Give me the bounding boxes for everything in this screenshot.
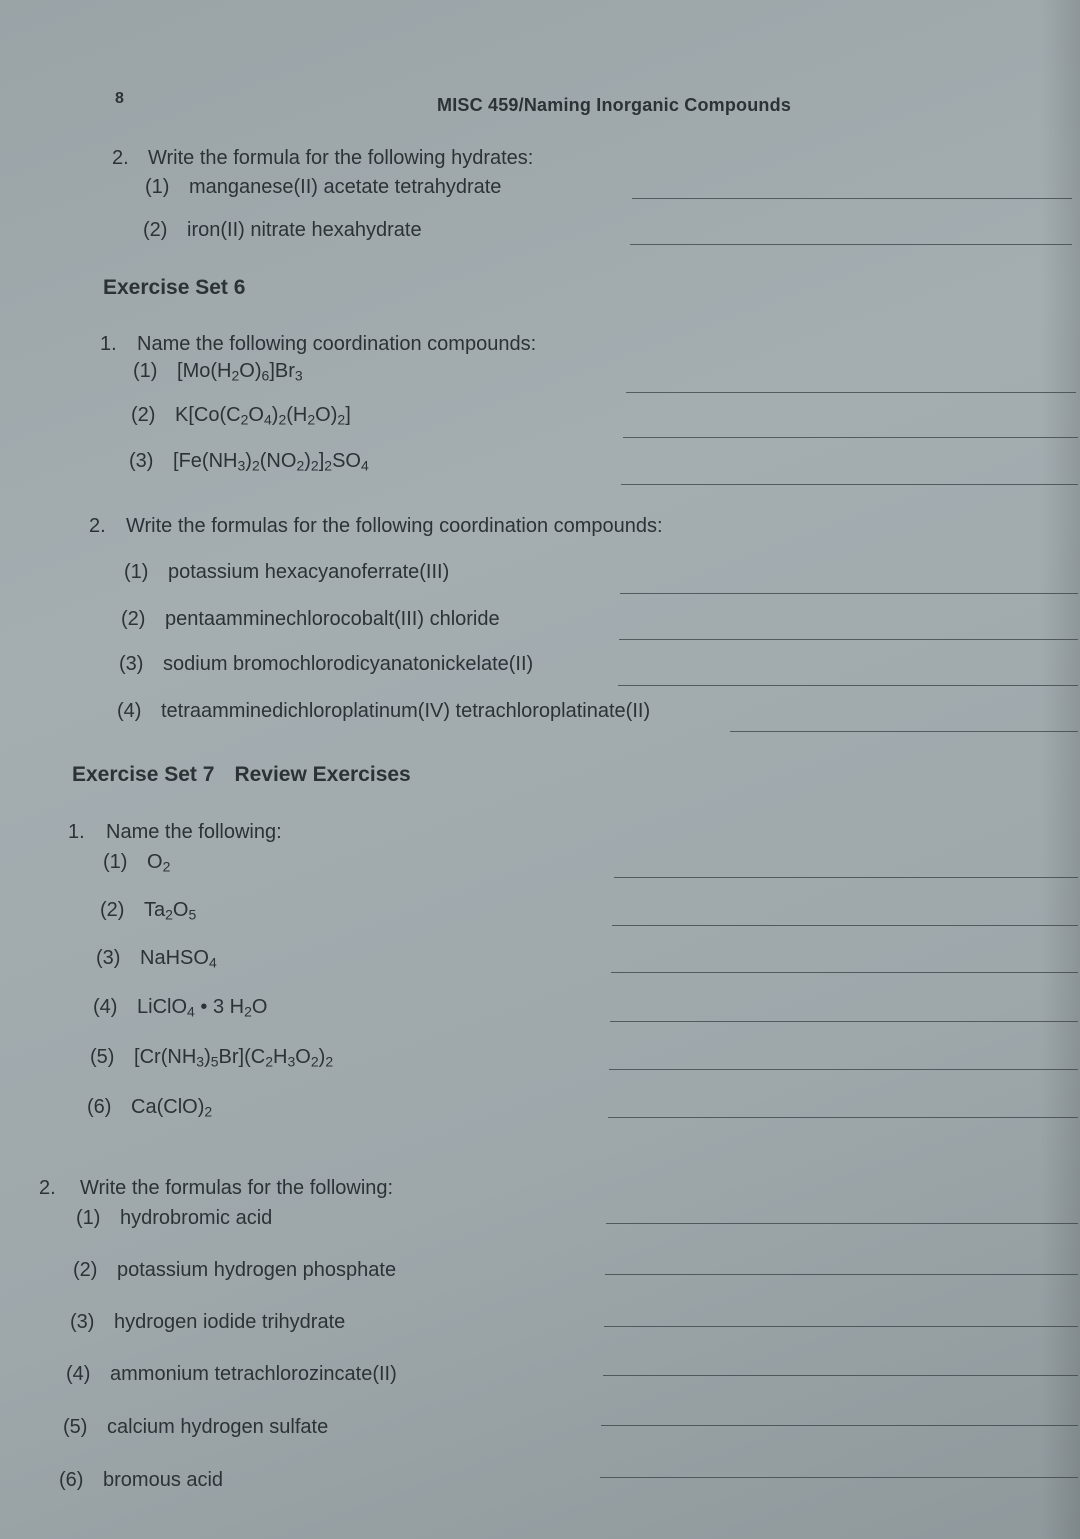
list-item (59, 1469, 223, 1492)
question-number: 2. (39, 1177, 56, 1199)
item-text: calcium hydrogen sulfate (107, 1416, 329, 1438)
list-item (119, 653, 533, 676)
item-number: (1) (124, 561, 149, 583)
answer-line[interactable] (619, 639, 1078, 640)
list-item (100, 899, 196, 922)
answer-line[interactable] (626, 392, 1076, 393)
list-item (87, 1096, 212, 1119)
chemical-formula: NaHSO$_4$ (140, 947, 217, 971)
list-item (70, 1311, 345, 1334)
item-number: (4) (93, 996, 118, 1018)
item-text: iron(II) nitrate hexahydrate (187, 219, 422, 241)
item-text: pentaamminechlorocobalt(III) chloride (165, 608, 500, 630)
list-item (66, 1363, 397, 1386)
list-item (129, 450, 369, 473)
chemical-formula: $O_2$ (147, 851, 171, 875)
item-text: ammonium tetrachlorozincate(II) (110, 1363, 397, 1385)
answer-line[interactable] (621, 484, 1078, 485)
item-text: hydrogen iodide trihydrate (114, 1311, 346, 1333)
answer-line[interactable] (620, 593, 1078, 594)
question-prompt: Name the following coordination compounds: (137, 333, 537, 355)
item-text: tetraamminedichloroplatinum(IV) tetrachloroplatinate(II) (161, 700, 651, 722)
list-item (131, 404, 351, 427)
list-item (133, 360, 303, 383)
list-item (63, 1416, 328, 1439)
answer-line[interactable] (730, 731, 1078, 732)
item-number: (2) (73, 1259, 98, 1281)
exercise-set-7-title (72, 763, 411, 787)
answer-line[interactable] (608, 1117, 1078, 1118)
answer-line[interactable] (630, 244, 1072, 245)
chemical-formula: $Ta_2O_5$ (144, 899, 197, 923)
chemical-formula: $Ca(ClO)_2$ (131, 1096, 213, 1120)
item-number: (4) (66, 1363, 91, 1385)
page-edge-shadow (1040, 0, 1080, 1539)
item-number: (2) (143, 219, 168, 241)
answer-line[interactable] (609, 1069, 1078, 1070)
question-number: 1. (68, 821, 85, 843)
answer-line[interactable] (612, 925, 1078, 926)
item-text: sodium bromochlorodicyanatonickelate(II) (163, 653, 534, 675)
item-number: (3) (129, 450, 154, 472)
list-item (103, 851, 170, 874)
item-number: (3) (70, 1311, 95, 1333)
question-prompt: Write the formulas for the following: (80, 1177, 394, 1199)
answer-line[interactable] (632, 198, 1072, 199)
question-number: 2. (112, 147, 129, 169)
answer-line[interactable] (600, 1477, 1078, 1478)
exercise-set-6-title: Exercise Set 6 (103, 276, 246, 299)
answer-line[interactable] (614, 877, 1078, 878)
item-number: (3) (119, 653, 144, 675)
question-prompt: Name the following: (106, 821, 282, 843)
list-item (121, 608, 500, 631)
item-number: (5) (63, 1416, 88, 1438)
list-item (145, 176, 501, 199)
item-number: (1) (145, 176, 170, 198)
question-number: 2. (89, 515, 106, 537)
answer-line[interactable] (605, 1274, 1078, 1275)
question-number: 1. (100, 333, 117, 355)
item-number: (1) (103, 851, 128, 873)
item-number: (2) (131, 404, 156, 426)
item-number: (5) (90, 1046, 115, 1068)
chemical-formula: $[Mo(H_2O)_6]Br_3$ (177, 360, 303, 384)
list-item (90, 1046, 333, 1069)
question-prompt: Write the formula for the following hydrates: (148, 147, 534, 169)
answer-line[interactable] (618, 685, 1078, 686)
item-number: (2) (100, 899, 125, 921)
question-prompt: Write the formulas for the following coordination compounds: (126, 515, 663, 537)
item-text: bromous acid (103, 1469, 224, 1491)
exercise-set-title: Exercise Set 7 (72, 763, 215, 786)
chemical-formula: $[Fe(NH_3)_2(NO_2)_2]_2SO_4$ (173, 450, 369, 474)
answer-line[interactable] (606, 1223, 1078, 1224)
item-number: (2) (121, 608, 146, 630)
chemical-formula: $K[Co(C_2O_4)_2(H_2O)_2]$ (175, 404, 351, 428)
list-item (96, 947, 217, 970)
answer-line[interactable] (603, 1375, 1078, 1376)
item-number: (4) (117, 700, 142, 722)
answer-line[interactable] (601, 1425, 1078, 1426)
list-item (73, 1259, 396, 1282)
chemical-formula: LiClO$_4$ • 3 $H_2O$ (137, 996, 268, 1020)
list-item (76, 1207, 272, 1230)
answer-line[interactable] (610, 1021, 1078, 1022)
page-title: MISC 459/Naming Inorganic Compounds (437, 95, 792, 115)
item-number: (6) (59, 1469, 84, 1491)
item-number: (6) (87, 1096, 112, 1118)
item-number: (1) (76, 1207, 101, 1229)
list-item (124, 561, 449, 584)
list-item (117, 700, 650, 723)
item-text: potassium hexacyanoferrate(III) (168, 561, 450, 583)
list-item (93, 996, 267, 1019)
chemical-formula: $[Cr(NH_3)_5Br](C_2H_3O_2)_2$ (134, 1046, 334, 1070)
page-number: 8 (115, 90, 124, 107)
item-text: hydrobromic acid (120, 1207, 273, 1229)
item-number: (1) (133, 360, 158, 382)
list-item (143, 219, 422, 242)
exercise-set-subtitle: Review Exercises (234, 763, 411, 786)
item-text: potassium hydrogen phosphate (117, 1259, 397, 1281)
item-number: (3) (96, 947, 121, 969)
answer-line[interactable] (611, 972, 1078, 973)
answer-line[interactable] (604, 1326, 1078, 1327)
answer-line[interactable] (623, 437, 1078, 438)
item-text: manganese(II) acetate tetrahydrate (189, 176, 502, 198)
